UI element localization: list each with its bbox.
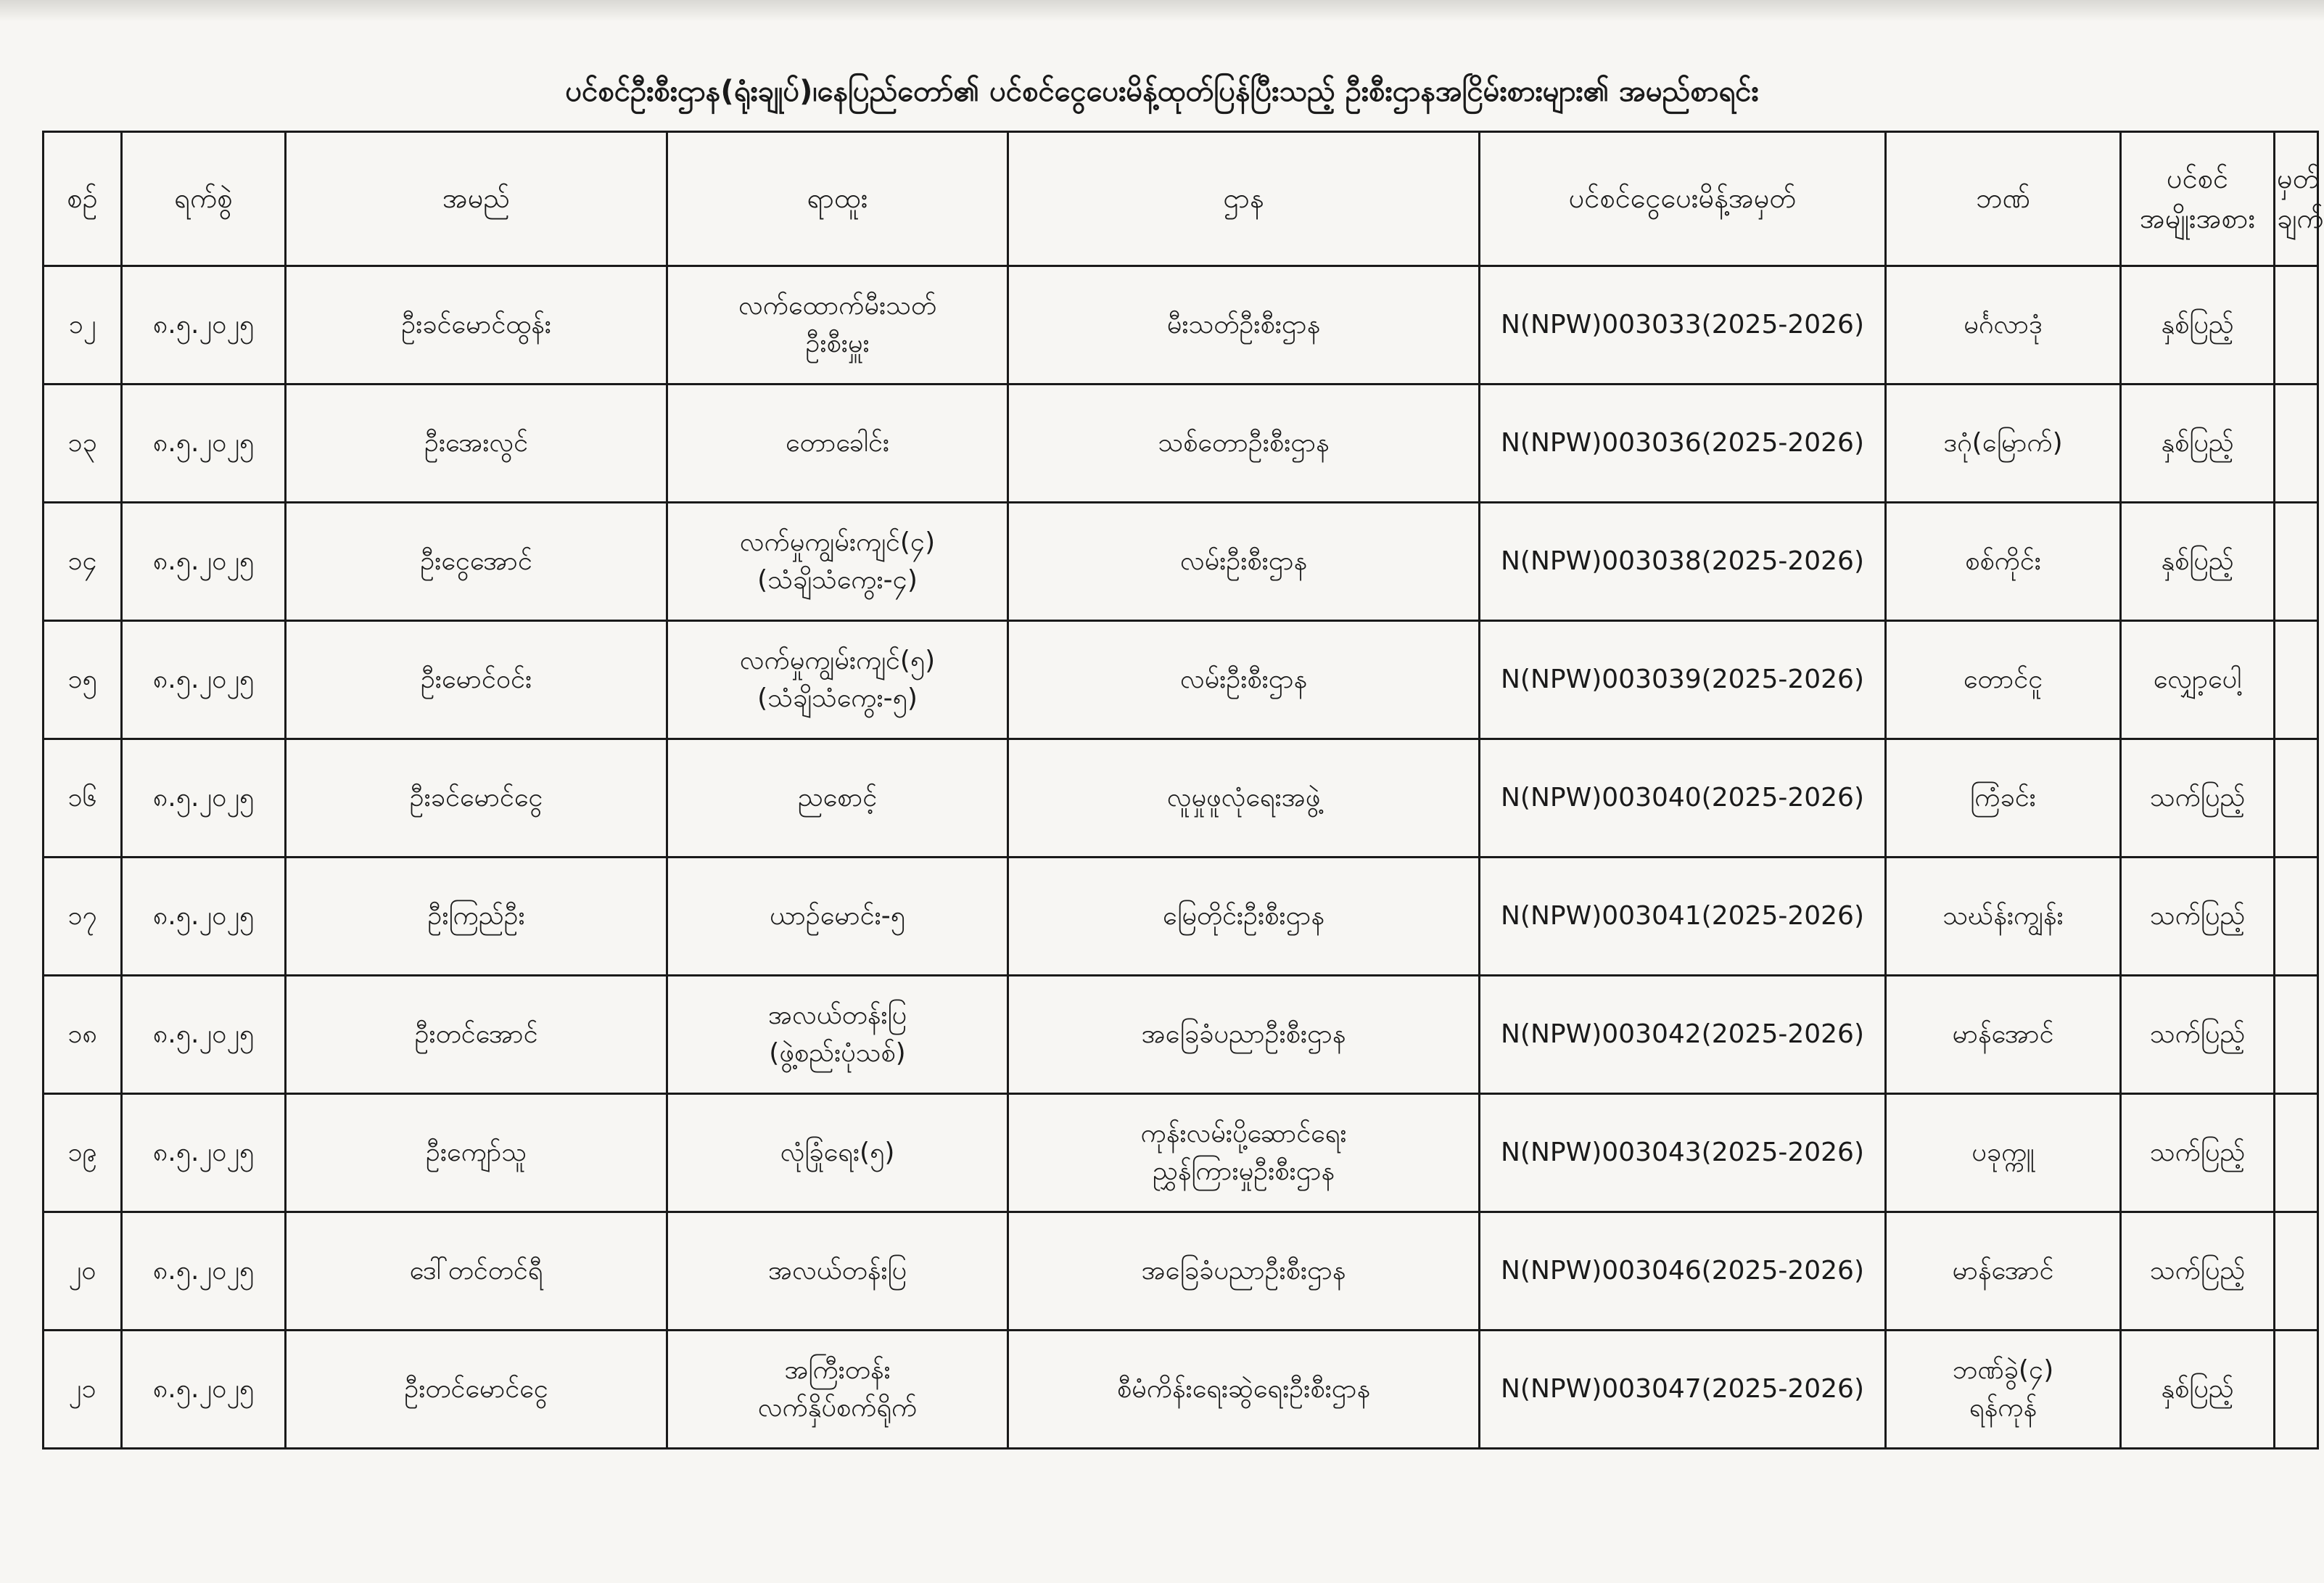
cell-treasury-line1: မာန်အောင် xyxy=(1952,1019,2054,1049)
cell-rank-line1: လုံခြုံရေး(၅) xyxy=(780,1137,895,1167)
cell-name: ဦးခင်မောင်ထွန်း xyxy=(286,266,667,385)
cell-treasury xyxy=(1886,1094,2121,1212)
header-pension-type xyxy=(2121,132,2275,266)
cell-department xyxy=(1008,503,1480,621)
table-row xyxy=(44,976,2318,1094)
cell-name: ဦးကျော်သူ xyxy=(286,1094,667,1212)
cell-name: ဦးငွေအောင် xyxy=(286,503,667,621)
cell-pension-type: နှစ်ပြည့် xyxy=(2121,266,2275,385)
cell-department xyxy=(1008,1212,1480,1331)
cell-remark xyxy=(2275,976,2318,1094)
header-remark-line2: ချက် xyxy=(2277,202,2324,234)
cell-rank-line1: တောခေါင်း xyxy=(785,427,890,458)
header-name: အမည် xyxy=(286,132,667,266)
cell-order-number: N(NPW)003039(2025-2026) xyxy=(1480,621,1886,739)
cell-treasury xyxy=(1886,385,2121,503)
cell-serial: ၁၂ xyxy=(44,266,122,385)
cell-rank-line1: ယာဉ်မောင်း-၅ xyxy=(770,900,905,931)
cell-remark xyxy=(2275,266,2318,385)
cell-serial: ၁၇ xyxy=(44,858,122,976)
header-rank: ရာထူး xyxy=(667,132,1008,266)
cell-department xyxy=(1008,385,1480,503)
cell-name: ဦးမောင်ဝင်း xyxy=(286,621,667,739)
cell-remark xyxy=(2275,1094,2318,1212)
cell-rank-line1: လက်မှုကျွမ်းကျင်(၅) xyxy=(739,645,936,675)
cell-pension-type: သက်ပြည့် xyxy=(2121,739,2275,858)
cell-date: ၈.၅.၂၀၂၅ xyxy=(122,385,286,503)
cell-department-line1: စီမံကိန်းရေးဆွဲရေးဦးစီးဌာန xyxy=(1116,1373,1371,1404)
cell-rank-line2: ဦးစီးမှူး xyxy=(805,329,870,358)
cell-department-line1: မြေတိုင်းဦးစီးဌာန xyxy=(1163,900,1324,931)
cell-rank-line1: လက်မှုကျွမ်းကျင်(၄) xyxy=(739,527,936,557)
cell-treasury xyxy=(1886,1331,2121,1449)
header-remark-line1: မှတ် xyxy=(2277,162,2320,194)
cell-date: ၈.၅.၂၀၂၅ xyxy=(122,739,286,858)
cell-date: ၈.၅.၂၀၂၅ xyxy=(122,1212,286,1331)
cell-treasury-line1: ဘဏ်ခွဲ(၄) xyxy=(1952,1354,2054,1385)
table-row xyxy=(44,385,2318,503)
cell-remark xyxy=(2275,1212,2318,1331)
cell-order-number: N(NPW)003041(2025-2026) xyxy=(1480,858,1886,976)
cell-name: ဦးတင်အောင် xyxy=(286,976,667,1094)
table-body xyxy=(44,266,2318,1449)
cell-date: ၈.၅.၂၀၂၅ xyxy=(122,1331,286,1449)
cell-serial: ၁၅ xyxy=(44,621,122,739)
cell-rank xyxy=(667,621,1008,739)
cell-treasury xyxy=(1886,739,2121,858)
cell-treasury-line2: ရန်ကုန် xyxy=(1969,1393,2037,1423)
cell-rank xyxy=(667,1331,1008,1449)
cell-order-number: N(NPW)003043(2025-2026) xyxy=(1480,1094,1886,1212)
cell-serial: ၁၈ xyxy=(44,976,122,1094)
cell-order-number: N(NPW)003047(2025-2026) xyxy=(1480,1331,1886,1449)
cell-rank-line2: (ဖွဲ့စည်းပုံသစ်) xyxy=(769,1038,906,1068)
cell-order-number: N(NPW)003038(2025-2026) xyxy=(1480,503,1886,621)
cell-rank-line1: ညစောင့် xyxy=(797,782,878,813)
table-row xyxy=(44,1212,2318,1331)
cell-treasury xyxy=(1886,976,2121,1094)
cell-department xyxy=(1008,739,1480,858)
cell-treasury-line1: စစ်ကိုင်း xyxy=(1965,546,2041,576)
cell-rank-line1: အလယ်တန်းပြ xyxy=(767,1000,907,1030)
header-row xyxy=(44,132,2318,266)
header-date: ရက်စွဲ xyxy=(122,132,286,266)
cell-pension-type: သက်ပြည့် xyxy=(2121,858,2275,976)
cell-treasury-line1: ကြံခင်း xyxy=(1970,782,2036,813)
cell-remark xyxy=(2275,858,2318,976)
table-row xyxy=(44,621,2318,739)
cell-department-line1: ကုန်းလမ်းပို့ဆောင်ရေး xyxy=(1140,1118,1347,1148)
cell-rank xyxy=(667,858,1008,976)
cell-pension-type: သက်ပြည့် xyxy=(2121,1212,2275,1331)
pensioner-table xyxy=(42,131,2324,1450)
cell-department-line1: လမ်းဦးစီးဌာန xyxy=(1179,664,1308,694)
cell-rank-line2: (သံချိသံကွေး-၄) xyxy=(757,565,918,595)
table-row xyxy=(44,739,2318,858)
cell-treasury xyxy=(1886,1212,2121,1331)
cell-treasury xyxy=(1886,858,2121,976)
cell-serial: ၂၀ xyxy=(44,1212,122,1331)
cell-treasury xyxy=(1886,621,2121,739)
cell-rank xyxy=(667,739,1008,858)
cell-date: ၈.၅.၂၀၂၅ xyxy=(122,976,286,1094)
cell-pension-type: သက်ပြည့် xyxy=(2121,976,2275,1094)
cell-rank xyxy=(667,976,1008,1094)
cell-serial: ၁၆ xyxy=(44,739,122,858)
cell-order-number: N(NPW)003042(2025-2026) xyxy=(1480,976,1886,1094)
cell-rank-line1: အလယ်တန်းပြ xyxy=(767,1255,907,1286)
page-top-shadow xyxy=(0,0,2324,22)
cell-treasury xyxy=(1886,503,2121,621)
cell-remark xyxy=(2275,503,2318,621)
cell-treasury-line1: ပခုက္ကူ xyxy=(1971,1137,2035,1167)
header-order-number: ပင်စင်ငွေပေးမိန့်အမှတ် xyxy=(1480,132,1886,266)
cell-serial: ၂၁ xyxy=(44,1331,122,1449)
cell-pension-type: နှစ်ပြည့် xyxy=(2121,503,2275,621)
cell-department-line1: သစ်တောဦးစီးဌာန xyxy=(1158,427,1330,458)
cell-department-line1: မီးသတ်ဦးစီးဌာန xyxy=(1166,309,1321,340)
cell-department xyxy=(1008,621,1480,739)
cell-rank-line1: အကြီးတန်း xyxy=(784,1354,891,1385)
cell-remark xyxy=(2275,621,2318,739)
cell-pension-type: နှစ်ပြည့် xyxy=(2121,1331,2275,1449)
cell-department xyxy=(1008,976,1480,1094)
cell-rank xyxy=(667,1094,1008,1212)
cell-treasury-line1: ဒဂုံ(မြောက်) xyxy=(1943,427,2063,458)
table-row xyxy=(44,1331,2318,1449)
cell-date: ၈.၅.၂၀၂၅ xyxy=(122,858,286,976)
cell-name: ဦးတင်မောင်ငွေ xyxy=(286,1331,667,1449)
header-pension-type-line1: ပင်စင် xyxy=(2166,162,2229,194)
table-row xyxy=(44,503,2318,621)
cell-serial: ၁၃ xyxy=(44,385,122,503)
cell-date: ၈.၅.၂၀၂၅ xyxy=(122,503,286,621)
cell-remark xyxy=(2275,385,2318,503)
cell-rank-line1: လက်ထောက်မီးသတ် xyxy=(738,290,936,321)
header-treasury: ဘဏ် xyxy=(1886,132,2121,266)
cell-name: ဦးအေးလွင် xyxy=(286,385,667,503)
cell-department-line1: အခြေခံပညာဦးစီးဌာန xyxy=(1141,1255,1346,1286)
cell-pension-type: လျှော့ပေါ့ xyxy=(2121,621,2275,739)
header-pension-type-line2: အမျိုးအစား xyxy=(2139,202,2256,234)
cell-department xyxy=(1008,266,1480,385)
table-row xyxy=(44,858,2318,976)
cell-department xyxy=(1008,858,1480,976)
cell-remark xyxy=(2275,1331,2318,1449)
cell-rank xyxy=(667,266,1008,385)
cell-serial: ၁၄ xyxy=(44,503,122,621)
cell-rank xyxy=(667,385,1008,503)
cell-date: ၈.၅.၂၀၂၅ xyxy=(122,266,286,385)
cell-treasury-line1: မာန်အောင် xyxy=(1952,1255,2054,1286)
cell-name: ဦးခင်မောင်ငွေ xyxy=(286,739,667,858)
cell-order-number: N(NPW)003040(2025-2026) xyxy=(1480,739,1886,858)
cell-department xyxy=(1008,1094,1480,1212)
cell-name: ဦးကြည်ဦး xyxy=(286,858,667,976)
cell-treasury-line1: မင်္ဂလာဒုံ xyxy=(1964,309,2043,340)
cell-rank xyxy=(667,503,1008,621)
cell-date: ၈.၅.၂၀၂၅ xyxy=(122,1094,286,1212)
cell-treasury-line1: သဃ်န်းကျွန်း xyxy=(1942,900,2064,931)
cell-rank-line2: (သံချိသံကွေး-၅) xyxy=(757,683,918,713)
table-row xyxy=(44,1094,2318,1212)
cell-serial: ၁၉ xyxy=(44,1094,122,1212)
table-row xyxy=(44,266,2318,385)
header-remark xyxy=(2275,132,2324,266)
cell-pension-type: သက်ပြည့် xyxy=(2121,1094,2275,1212)
cell-department-line2: ညွှန်ကြားမှုဦးစီးဌာန xyxy=(1152,1156,1335,1186)
header-serial: စဉ် xyxy=(44,132,122,266)
cell-order-number: N(NPW)003036(2025-2026) xyxy=(1480,385,1886,503)
cell-treasury xyxy=(1886,266,2121,385)
cell-remark xyxy=(2275,739,2318,858)
document-title: ပင်စင်ဦးစီးဌာန(ရုံးချုပ်)၊နေပြည်တော်၏ ပင်စင်ငွေပေးမိန့်ထုတ်ပြန်ပြီးသည့် ဦးစီးဌာနအငြိမ်းစားများ၏ အမည်စာရင်း xyxy=(565,75,1759,108)
cell-department-line1: လူမှုဖူလုံရေးအဖွဲ့ xyxy=(1166,782,1321,813)
cell-department-line1: အခြေခံပညာဦးစီးဌာန xyxy=(1141,1019,1346,1049)
cell-department-line1: လမ်းဦးစီးဌာန xyxy=(1179,546,1308,576)
cell-department xyxy=(1008,1331,1480,1449)
cell-treasury-line1: တောင်ငူ xyxy=(1963,664,2043,694)
cell-rank-line2: လက်နှိပ်စက်ရိုက် xyxy=(757,1393,918,1423)
cell-pension-type: နှစ်ပြည့် xyxy=(2121,385,2275,503)
cell-order-number: N(NPW)003033(2025-2026) xyxy=(1480,266,1886,385)
cell-date: ၈.၅.၂၀၂၅ xyxy=(122,621,286,739)
cell-order-number: N(NPW)003046(2025-2026) xyxy=(1480,1212,1886,1331)
cell-rank xyxy=(667,1212,1008,1331)
header-department: ဌာန xyxy=(1008,132,1480,266)
cell-name: ဒေါ်တင်တင်ရီ xyxy=(286,1212,667,1331)
